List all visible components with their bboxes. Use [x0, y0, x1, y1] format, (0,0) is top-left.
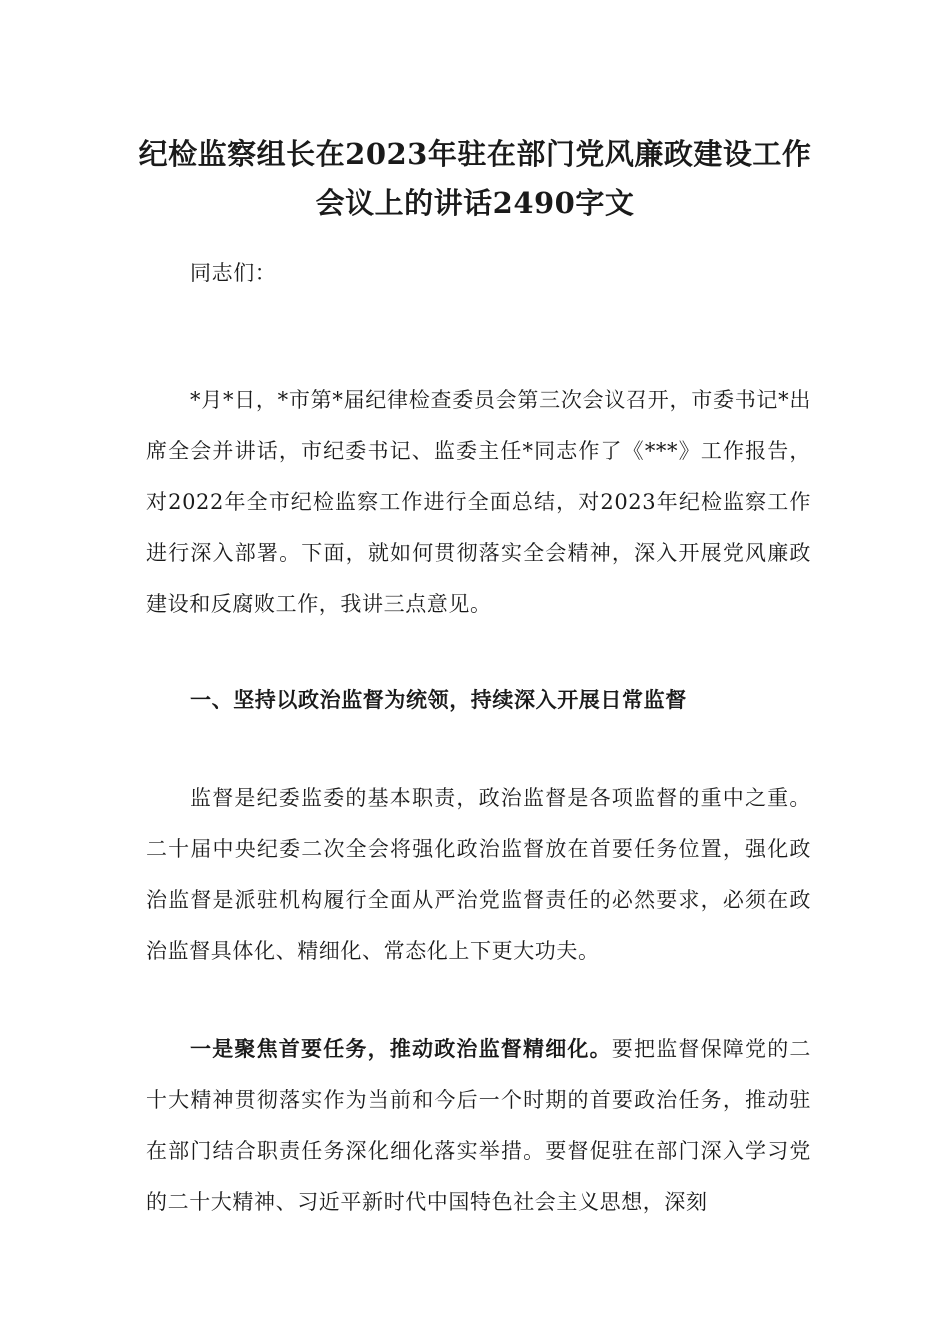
section-1-paragraph: 监督是纪委监委的基本职责，政治监督是各项监督的重中之重。二十届中央纪委二次全会将强化政治监督放在首要任务位置，强化政治监督是派驻机构履行全面从严治党监督责任的必然要求，必须在政治监督具体化、精细化、常态化上下更大功夫。: [146, 786, 811, 963]
salutation: 同志们：: [190, 261, 277, 285]
point-1-paragraph: [146, 1023, 811, 1228]
document-title-line2: 会议上的讲话2490字文: [315, 186, 635, 220]
document-title-line1: 纪检监察组长在2023年驻在部门党风廉政建设工作: [138, 137, 812, 171]
intro-paragraph: *月*日，*市第*届纪律检查委员会第三次会议召开，市委书记*出席全会并讲话，市纪委书记、监委主任*同志作了《***》工作报告，对2022年全市纪检监察工作进行全面总结，对2023年纪检监察工作进行深入部署。下面，就如何贯彻落实全会精神，深入开展党风廉政建设和反腐败工作，我讲三点意见。: [146, 388, 811, 616]
point-1-lead: 一是聚焦首要任务，推动政治监督精细化。: [190, 1036, 612, 1061]
point-1-body: 要把监督保障党的二十大精神贯彻落实作为当前和今后一个时期的首要政治任务，推动驻在部门结合职责任务深化细化落实举措。要督促驻在部门深入学习党的二十大精神、习近平新时代中国特色社会主义思想，深刻: [146, 1037, 811, 1214]
section-1-heading: 一、坚持以政治监督为统领，持续深入开展日常监督: [190, 687, 687, 712]
